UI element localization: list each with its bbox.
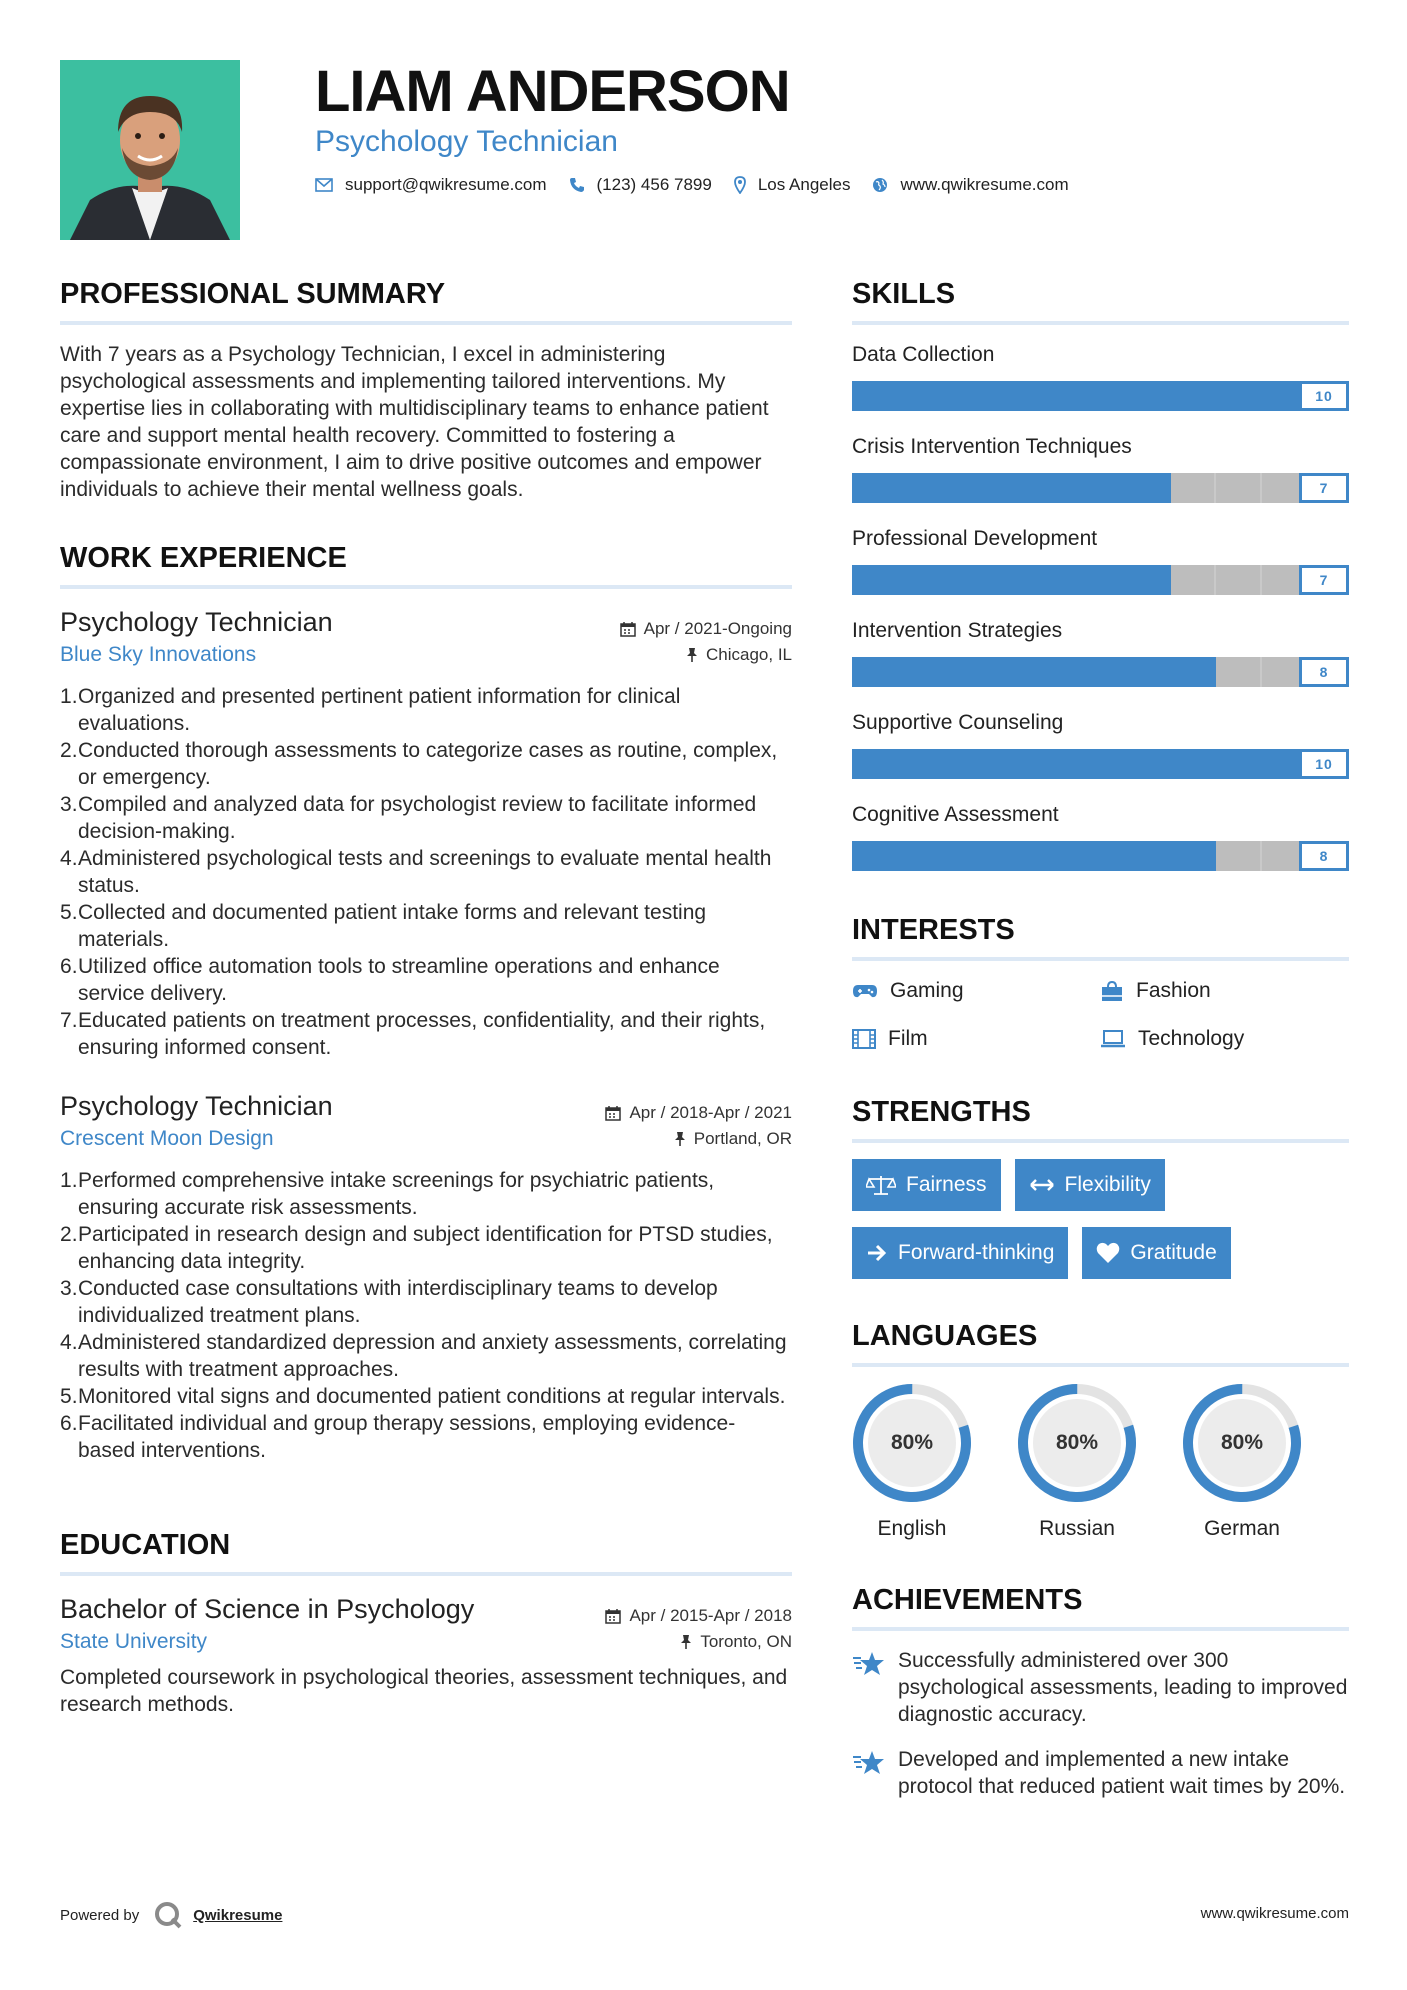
interest-item: Film	[852, 1025, 1100, 1053]
work-title: WORK EXPERIENCE	[60, 539, 792, 589]
gamepad-icon	[852, 983, 878, 999]
skill-segment	[1216, 657, 1262, 687]
skill-name: Professional Development	[852, 527, 1098, 550]
skill-name: Intervention Strategies	[852, 619, 1063, 642]
language-name: English	[877, 1517, 947, 1540]
qwikresume-logo-icon	[153, 1900, 183, 1930]
skill-fill	[852, 565, 1171, 595]
language-percent: 80%	[1220, 1431, 1264, 1454]
list-item: Organized and presented pertinent patient information for clinical evaluations.	[78, 685, 681, 735]
skill-level: 7	[1299, 565, 1349, 595]
interests-title: INTERESTS	[852, 911, 1349, 961]
work-section	[60, 539, 792, 1464]
skill-bar	[852, 381, 1349, 411]
language-item	[852, 1383, 972, 1543]
education-title: EDUCATION	[60, 1526, 792, 1576]
film-icon	[852, 1029, 876, 1049]
list-item: Administered psychological tests and screenings to evaluate mental health status.	[78, 847, 772, 897]
summary-title: PROFESSIONAL SUMMARY	[60, 275, 792, 325]
strength-badge: Forward-thinking	[852, 1227, 1068, 1279]
calendar-icon	[605, 1105, 621, 1121]
skill-segment	[1216, 473, 1262, 503]
list-item: Performed comprehensive intake screenings for psychiatric patients, ensuring accurate risk assessments.	[78, 1169, 715, 1219]
degree-title: Bachelor of Science in Psychology	[60, 1594, 475, 1624]
achievement-item: Developed and implemented a new intake protocol that reduced patient wait times by 20%.	[852, 1746, 1349, 1800]
education-section	[60, 1526, 792, 1718]
skill-bar	[852, 749, 1349, 779]
education-description: Completed coursework in psychological theories, assessment techniques, and research methods.	[60, 1666, 788, 1716]
skill-level: 10	[1299, 749, 1349, 779]
skill-level: 7	[1299, 473, 1349, 503]
arrow-right-icon	[866, 1243, 888, 1263]
skill-item	[852, 341, 1349, 411]
envelope-icon	[315, 178, 333, 192]
strengths-title: STRENGTHS	[852, 1093, 1349, 1143]
skill-level: 8	[1299, 657, 1349, 687]
skills-section	[852, 275, 1349, 871]
candidate-name: LIAM ANDERSON	[315, 59, 790, 124]
achievements-title: ACHIEVEMENTS	[852, 1581, 1349, 1631]
skill-bar	[852, 657, 1349, 687]
arrows-horizontal-icon	[1029, 1178, 1055, 1192]
skill-name: Cognitive Assessment	[852, 803, 1059, 826]
globe-icon	[872, 177, 888, 193]
skill-item	[852, 801, 1349, 871]
skill-item	[852, 525, 1349, 595]
pushpin-icon	[674, 1131, 686, 1147]
balance-scale-icon	[866, 1174, 896, 1196]
language-percent: 80%	[1055, 1431, 1099, 1454]
star-icon	[852, 1650, 886, 1678]
footer-website[interactable]: www.qwikresume.com	[1200, 1905, 1349, 1922]
interest-item: Technology	[1100, 1025, 1348, 1053]
skill-item	[852, 709, 1349, 779]
skill-name: Crisis Intervention Techniques	[852, 435, 1132, 458]
job-company: Crescent Moon Design	[60, 1127, 274, 1150]
skill-level: 8	[1299, 841, 1349, 871]
language-ring	[852, 1383, 972, 1503]
location-text: Los Angeles	[757, 175, 851, 194]
job-date: Apr / 2021-Ongoing	[620, 619, 792, 639]
strength-badge: Flexibility	[1015, 1159, 1165, 1211]
job-title: Psychology Technician	[60, 1091, 333, 1121]
skill-bar	[852, 473, 1349, 503]
job-location: Chicago, IL	[686, 645, 792, 665]
list-item: Conducted thorough assessments to categorize cases as routine, complex, or emergency.	[78, 739, 778, 789]
footer-powered-by: Powered by Qwikresume	[60, 1900, 282, 1930]
pushpin-icon	[686, 647, 698, 663]
language-ring	[1182, 1383, 1302, 1503]
list-item: Collected and documented patient intake forms and relevant testing materials.	[78, 901, 707, 951]
job-entry	[60, 1089, 792, 1464]
education-date: Apr / 2015-Apr / 2018	[605, 1606, 792, 1626]
skill-fill	[852, 657, 1216, 687]
achievements-section	[852, 1581, 1349, 1800]
skill-name: Data Collection	[852, 343, 995, 366]
skill-name: Supportive Counseling	[852, 711, 1064, 734]
interest-item: Fashion	[1100, 977, 1348, 1005]
contact-row	[315, 175, 1091, 195]
skill-segment	[1216, 565, 1262, 595]
languages-section	[852, 1317, 1349, 1543]
laptop-icon	[1100, 1030, 1126, 1048]
candidate-role: Psychology Technician	[315, 125, 618, 158]
language-name: German	[1204, 1517, 1280, 1540]
phone-text: (123) 456 7899	[596, 175, 712, 194]
map-marker-icon	[734, 176, 746, 194]
list-item: Monitored vital signs and documented patient conditions at regular intervals.	[78, 1385, 786, 1408]
calendar-icon	[605, 1608, 621, 1624]
contact-website[interactable]	[872, 175, 1068, 195]
contact-phone[interactable]	[569, 175, 712, 195]
skill-bar	[852, 565, 1349, 595]
list-item: Administered standardized depression and anxiety assessments, correlating results with treatment approaches.	[78, 1331, 787, 1381]
skill-bar	[852, 841, 1349, 871]
interest-item: Gaming	[852, 977, 1100, 1005]
language-percent: 80%	[890, 1431, 934, 1454]
contact-email[interactable]	[315, 175, 547, 195]
footer-brand-link[interactable]: Qwikresume	[193, 1906, 283, 1924]
skill-segment	[1171, 473, 1217, 503]
skill-segment	[1171, 565, 1217, 595]
job-company: Blue Sky Innovations	[60, 643, 257, 666]
strength-badge: Gratitude	[1082, 1227, 1230, 1279]
strengths-section	[852, 1093, 1349, 1279]
skill-fill	[852, 841, 1216, 871]
skill-fill	[852, 381, 1307, 411]
language-name: Russian	[1039, 1517, 1115, 1540]
skill-fill	[852, 473, 1171, 503]
phone-icon	[569, 177, 585, 193]
list-item: Compiled and analyzed data for psychologist review to facilitate informed decision-making.	[78, 793, 757, 843]
job-bullets	[60, 683, 792, 1061]
list-item: Educated patients on treatment processes, confidentiality, and their rights, ensuring informed consent.	[78, 1009, 766, 1059]
school-name: State University	[60, 1630, 208, 1653]
star-icon	[852, 1749, 886, 1777]
list-item: Utilized office automation tools to streamline operations and enhance service delivery.	[78, 955, 720, 1005]
language-item	[1017, 1383, 1137, 1543]
email-text: support@qwikresume.com	[345, 175, 547, 194]
list-item: Conducted case consultations with interdisciplinary teams to develop individualized treatment plans.	[78, 1277, 718, 1327]
summary-text: With 7 years as a Psychology Technician, I excel in administering psychological assessments and implementing tailored interventions. My expertise lies in collaborating with multidisciplinary teams to enhance patient care and support mental health recovery. Committed to fostering a compassionate environment, I aim to drive positive outcomes and empower individuals to achieve their mental wellness goals.	[60, 343, 769, 501]
list-item: Facilitated individual and group therapy sessions, employing evidence-based interventions.	[78, 1412, 736, 1462]
list-item: Participated in research design and subject identification for PTSD studies, enhancing data integrity.	[78, 1223, 773, 1273]
skill-fill	[852, 749, 1307, 779]
contact-location	[734, 175, 851, 195]
heart-icon	[1096, 1242, 1120, 1264]
language-ring	[1017, 1383, 1137, 1503]
website-text: www.qwikresume.com	[900, 175, 1069, 194]
languages-title: LANGUAGES	[852, 1317, 1349, 1367]
education-location: Toronto, ON	[680, 1632, 792, 1652]
profile-photo	[60, 60, 240, 240]
job-entry	[60, 605, 792, 1061]
job-bullets	[60, 1167, 792, 1464]
language-item	[1182, 1383, 1302, 1543]
summary-section	[60, 275, 792, 503]
interests-section	[852, 911, 1349, 1053]
right-column	[852, 275, 1349, 1818]
job-title: Psychology Technician	[60, 607, 333, 637]
job-location: Portland, OR	[674, 1129, 792, 1149]
resume-header	[60, 60, 1350, 240]
skill-item	[852, 433, 1349, 503]
strength-badge: Fairness	[852, 1159, 1001, 1211]
skill-segment	[1216, 841, 1262, 871]
left-column	[60, 275, 792, 1718]
achievement-item: Successfully administered over 300 psychological assessments, leading to improved diagnostic accuracy.	[852, 1647, 1349, 1728]
job-date: Apr / 2018-Apr / 2021	[605, 1103, 792, 1123]
skills-title: SKILLS	[852, 275, 1349, 325]
skill-level: 10	[1299, 381, 1349, 411]
shopping-bag-icon	[1100, 980, 1124, 1002]
pushpin-icon	[680, 1634, 692, 1650]
calendar-icon	[620, 621, 636, 637]
skill-item	[852, 617, 1349, 687]
